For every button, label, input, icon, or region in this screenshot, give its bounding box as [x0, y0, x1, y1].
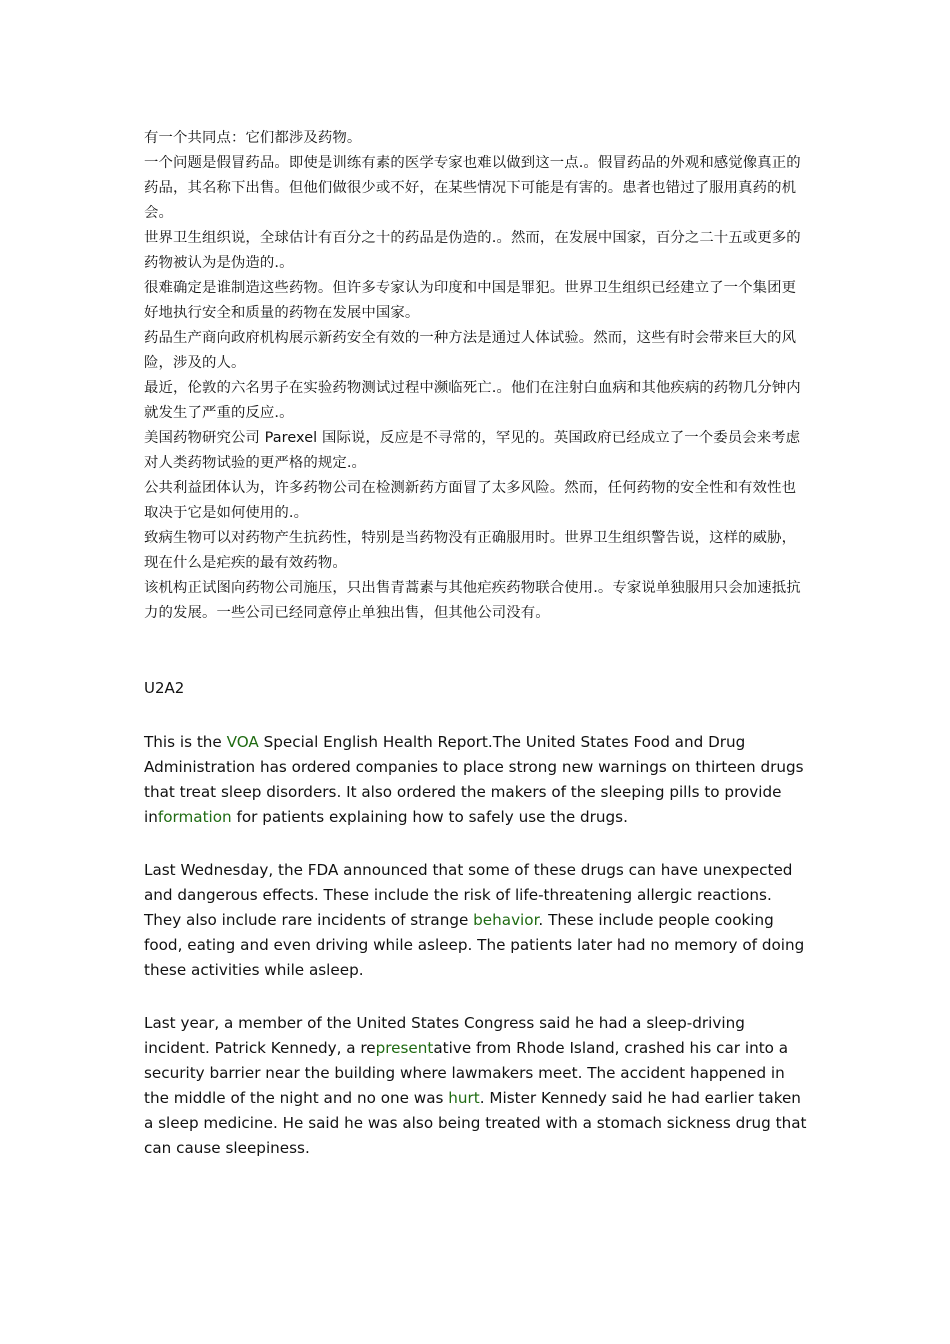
- information-link[interactable]: formation: [157, 808, 232, 826]
- section-heading: U2A2: [144, 679, 185, 697]
- p3-text-c: . Mister Kennedy said he had earlier taken a sleep medicine. He said he was also being treated with a stomach sickness drug that can cause sleepiness.: [144, 1089, 807, 1157]
- p3-text-b: ative from Rhode Island, crashed his car into a security barrier near the building where lawmakers meet. The accident happened in the middle of the night and no one was: [144, 1039, 789, 1107]
- parexel-before: 美国药物研究公司: [144, 430, 265, 446]
- chinese-paragraph-1: 有一个共同点：它们都涉及药物。: [144, 130, 362, 146]
- chinese-paragraph-9: 该机构正试图向药物公司施压，只出售青蒿素与其他疟疾药物联合使用.。专家说单独服用只会加速抵抗力的发展。一些公司已经同意停止单独出售，但其他公司没有。: [144, 580, 801, 621]
- document-page: [144, 126, 808, 1157]
- p3-text-a: Last year, a member of the United States Congress said he had a sleep-driving incident. Patrick Kennedy, a re: [144, 1014, 745, 1057]
- chinese-paragraph-parexel: [144, 426, 808, 476]
- chinese-paragraph-2: 一个问题是假冒药品。即使是训练有素的医学专家也难以做到这一点.。假冒药品的外观和感觉像真正的药品，其名称下出售。但他们做很少或不好，在某些情况下可能是有害的。患者也错过了服用真药的机会。: [144, 155, 801, 221]
- p1-text-c: for patients explaining how to safely use the drugs.: [231, 808, 628, 826]
- parexel-company-name: Parexel: [264, 430, 318, 446]
- chinese-paragraph-5: 药品生产商向政府机构展示新药安全有效的一种方法是通过人体试验。然而，这些有时会带来巨大的风险，涉及的人。: [144, 330, 797, 371]
- p2-text-a: Last Wednesday, the FDA announced that some of these drugs can have unexpected and dangerous effects. These include the risk of life-threatening allergic reactions. They also include rare incidents of strange: [144, 861, 793, 929]
- behavior-link[interactable]: behavior: [473, 911, 539, 929]
- hurt-link[interactable]: hurt: [448, 1089, 480, 1107]
- p2-text-b: . These include people cooking food, eating and even driving while asleep. The patients later had no memory of doing these activities while asleep.: [144, 911, 805, 979]
- english-paragraph-1: [144, 730, 808, 830]
- p1-text-b: Special English Health Report.The United States Food and Drug Administration has ordered companies to place strong new warnings on thirteen drugs that treat sleep disorders. It also ordered the makers of the sleeping pills to provide in: [144, 733, 804, 826]
- p1-text-a: This is the: [144, 733, 227, 751]
- chinese-paragraph-7: 公共利益团体认为，许多药物公司在检测新药方面冒了太多风险。然而，任何药物的安全性和有效性也取决于它是如何使用的.。: [144, 480, 797, 521]
- chinese-paragraph-6: 最近，伦敦的六名男子在实验药物测试过程中濒临死亡.。他们在注射白血病和其他疾病的药物几分钟内就发生了严重的反应.。: [144, 380, 801, 421]
- chinese-paragraph-8: 致病生物可以对药物产生抗药性，特别是当药物没有正确服用时。世界卫生组织警告说，这样的威胁，现在什么是疟疾的最有效药物。: [144, 530, 797, 571]
- parexel-after: 国际说，反应是不寻常的，罕见的。英国政府已经成立了一个委员会来考虑对人类药物试验的更严格的规定.。: [144, 430, 801, 471]
- chinese-paragraph-4: 很难确定是谁制造这些药物。但许多专家认为印度和中国是罪犯。世界卫生组织已经建立了一个集团更好地执行安全和质量的药物在发展中国家。: [144, 280, 797, 321]
- present-link[interactable]: present: [375, 1039, 434, 1057]
- chinese-paragraph-3: 世界卫生组织说，全球估计有百分之十的药品是伪造的.。然而，在发展中国家，百分之二十五或更多的药物被认为是伪造的.。: [144, 230, 801, 271]
- english-paragraph-3: [144, 1011, 808, 1161]
- english-paragraph-2: [144, 858, 808, 983]
- voa-link[interactable]: VOA: [226, 733, 259, 751]
